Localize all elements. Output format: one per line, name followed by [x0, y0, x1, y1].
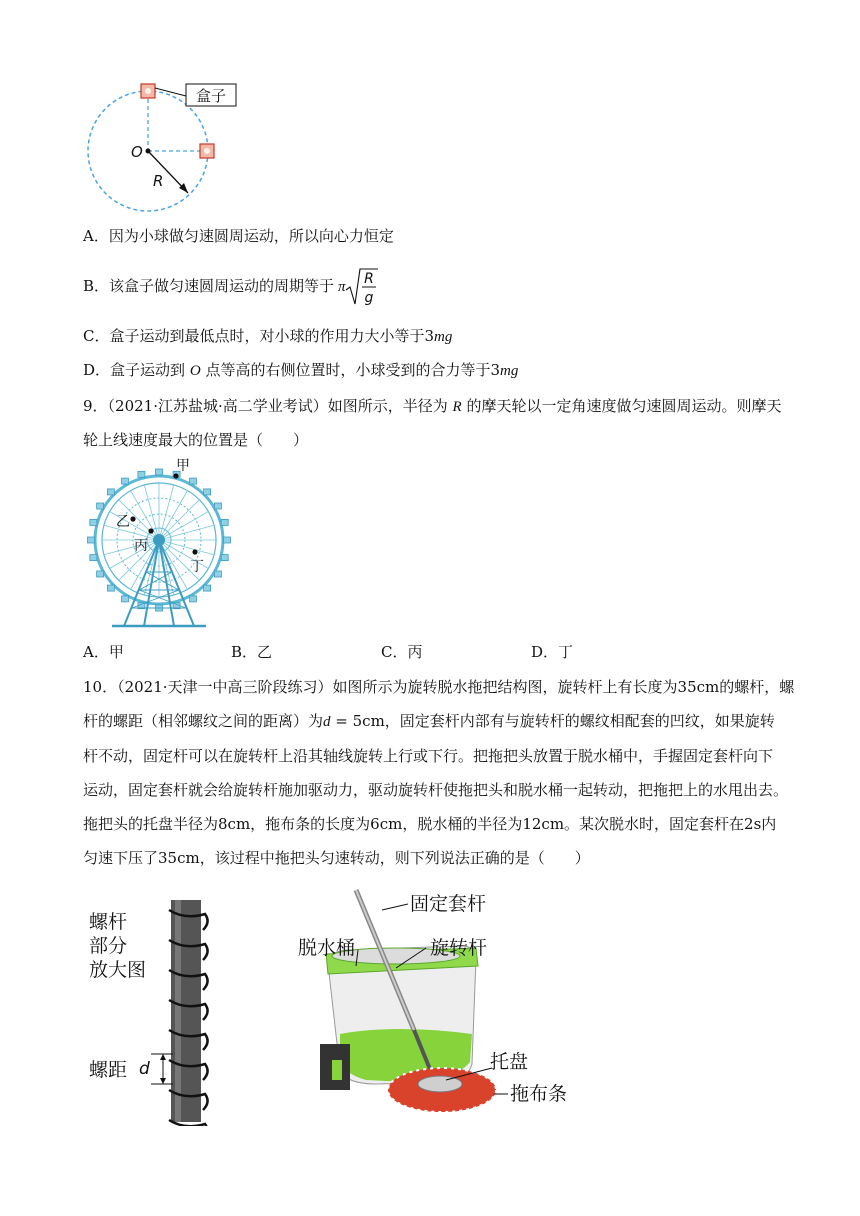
q10-stem-line2: 杆的螺距（相邻螺纹之间的距离）为d = 5cm，固定套杆内部有与旋转杆的螺纹相配套的凹纹，如果旋转 — [83, 712, 775, 730]
label-ding: 丁 — [190, 559, 204, 575]
svg-text:螺杆: 螺杆 — [89, 911, 128, 933]
q9-stem-line2: 轮上线速度最大的位置是（ ） — [83, 431, 309, 449]
sqrt-r-over-g — [344, 266, 380, 308]
radius-label: R — [153, 172, 164, 190]
svg-text:拖布条: 拖布条 — [510, 1083, 568, 1105]
q9-option-b: B．乙 — [231, 643, 273, 661]
q10-stem-line5: 拖把头的托盘半径为8cm，拖布条的长度为6cm，脱水桶的半径为12cm。某次脱水时，固定套杆在2s内 — [83, 815, 777, 833]
svg-text:旋转杆: 旋转杆 — [430, 937, 488, 959]
svg-text:固定套杆: 固定套杆 — [410, 893, 487, 915]
svg-text:g: g — [364, 290, 374, 306]
svg-text:放大图: 放大图 — [89, 959, 147, 981]
point-ding — [192, 549, 197, 554]
q10-stem-line4: 运动，固定套杆就会给旋转杆施加驱动力，驱动旋转杆使拖把头和脱水桶一起转动，把拖把上的水甩出去。 — [83, 781, 789, 799]
q10-stem-line3: 杆不动，固定杆可以在旋转杆上沿其轴线旋转上行或下行。把拖把头放置于脱水桶中，手握固定套杆向下 — [83, 747, 774, 765]
svg-text:d: d — [139, 1059, 150, 1079]
q9-option-c: C．丙 — [381, 643, 423, 661]
box-label: 盒子 — [195, 87, 227, 105]
circle-motion-figure — [80, 78, 260, 218]
q8-option-b: B．该盒子做匀速圆周运动的周期等于 π — [83, 277, 346, 295]
point-jia — [173, 473, 178, 478]
center-label: O — [131, 143, 143, 161]
point-bing — [148, 528, 153, 533]
point-yi — [130, 516, 135, 521]
q8-option-c: C．盒子运动到最低点时，对小球的作用力大小等于3mg — [83, 327, 453, 345]
svg-text:托盘: 托盘 — [490, 1051, 529, 1073]
mop-bucket-figure — [296, 884, 606, 1124]
q8-option-a: A．因为小球做匀速圆周运动，所以向心力恒定 — [83, 227, 394, 245]
q10-stem-line1: 10．（2021·天津一中高三阶段练习）如图所示为旋转脱水拖把结构图，旋转杆上有长度为35cm的螺杆，螺 — [83, 678, 795, 696]
label-yi: 乙 — [116, 514, 130, 530]
svg-text:R: R — [364, 271, 374, 287]
svg-text:螺距: 螺距 — [89, 1059, 128, 1081]
q8-option-d: D．盒子运动到 O 点等高的右侧位置时，小球受到的合力等于3mg — [83, 361, 519, 379]
ferris-wheel-figure — [84, 456, 244, 632]
q9-stem-line1: 9．（2021·江苏盐城·高二学业考试）如图所示，半径为 R 的摩天轮以一定角速度做匀速圆周运动。则摩天 — [83, 397, 782, 415]
screw-figure — [85, 896, 235, 1126]
svg-text:部分: 部分 — [89, 935, 128, 957]
q9-option-a: A．甲 — [83, 643, 124, 661]
label-bing: 丙 — [134, 538, 148, 554]
q10-stem-line6: 匀速下压了35cm，该过程中拖把头匀速转动，则下列说法正确的是（ ） — [83, 849, 590, 867]
label-jia: 甲 — [176, 458, 190, 474]
q9-option-d: D．丁 — [531, 643, 574, 661]
svg-text:脱水桶: 脱水桶 — [298, 937, 356, 959]
